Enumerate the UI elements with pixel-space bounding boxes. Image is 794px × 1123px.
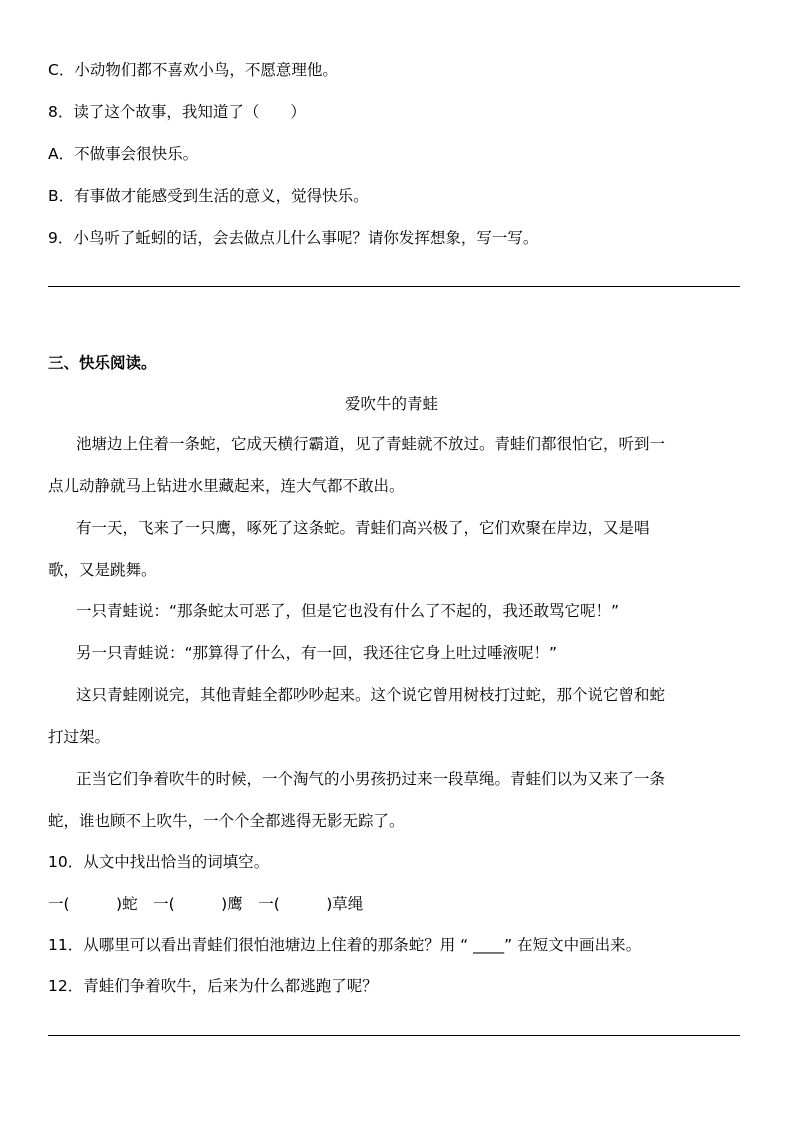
story-paragraph-6-line-2: 蛇，谁也顾不上吹牛，一个个全都逃得无影无踪了。: [48, 812, 405, 830]
story-paragraph-6-line-1: 正当它们争着吹牛的时候，一个淘气的小男孩扔过来一段草绳。青蛙们以为又来了一条: [76, 770, 666, 788]
story-title: 爱吹牛的青蛙: [345, 395, 439, 413]
story-paragraph-5-line-2: 打过架。: [48, 728, 111, 746]
answer-line-q9[interactable]: [48, 286, 740, 287]
question-8-stem: 8．读了这个故事，我知道了（ ）: [48, 103, 306, 121]
story-paragraph-2-line-2: 歌，又是跳舞。: [48, 561, 157, 579]
story-paragraph-4: 另一只青蛙说：“那算得了什么，有一回，我还往它身上吐过唾液呢！”: [76, 644, 558, 662]
question-8-option-b: B．有事做才能感受到生活的意义，觉得快乐。: [48, 187, 369, 205]
question-8-option-a: A．不做事会很快乐。: [48, 145, 199, 163]
story-paragraph-1-line-1: 池塘边上住着一条蛇，它成天横行霸道，见了青蛙就不放过。青蛙们都很怕它，听到一: [76, 435, 666, 453]
story-paragraph-2-line-1: 有一天，飞来了一只鹰，啄死了这条蛇。青蛙们高兴极了，它们欢聚在岸边，又是唱: [76, 519, 650, 537]
question-7-option-c: C．小动物们都不喜欢小鸟，不愿意理他。: [48, 61, 338, 79]
question-9-stem: 9．小鸟听了蚯蚓的话，会去做点儿什么事呢？请你发挥想象，写一写。: [48, 229, 539, 247]
story-paragraph-3: 一只青蛙说：“那条蛇太可恶了，但是它也没有什么了不起的，我还敢骂它呢！”: [76, 602, 620, 620]
question-10-stem: 10．从文中找出恰当的词填空。: [48, 853, 270, 871]
question-10-blanks[interactable]: 一( )蛇 一( )鹰 一( )草绳: [48, 895, 364, 913]
section-3-heading: 三、快乐阅读。: [48, 354, 157, 372]
question-11-stem: 11．从哪里可以看出青蛙们很怕池塘边上住着的那条蛇？用 “ ____” 在短文中画出来。: [48, 936, 642, 954]
story-paragraph-5-line-1: 这只青蛙刚说完，其他青蛙全都吵吵起来。这个说它曾用树枝打过蛇，那个说它曾和蛇: [76, 686, 666, 704]
story-paragraph-1-line-2: 点儿动静就马上钻进水里藏起来，连大气都不敢出。: [48, 477, 405, 495]
answer-line-q12[interactable]: [48, 1035, 740, 1036]
question-12-stem: 12．青蛙们争着吹牛，后来为什么都逃跑了呢？: [48, 977, 378, 995]
